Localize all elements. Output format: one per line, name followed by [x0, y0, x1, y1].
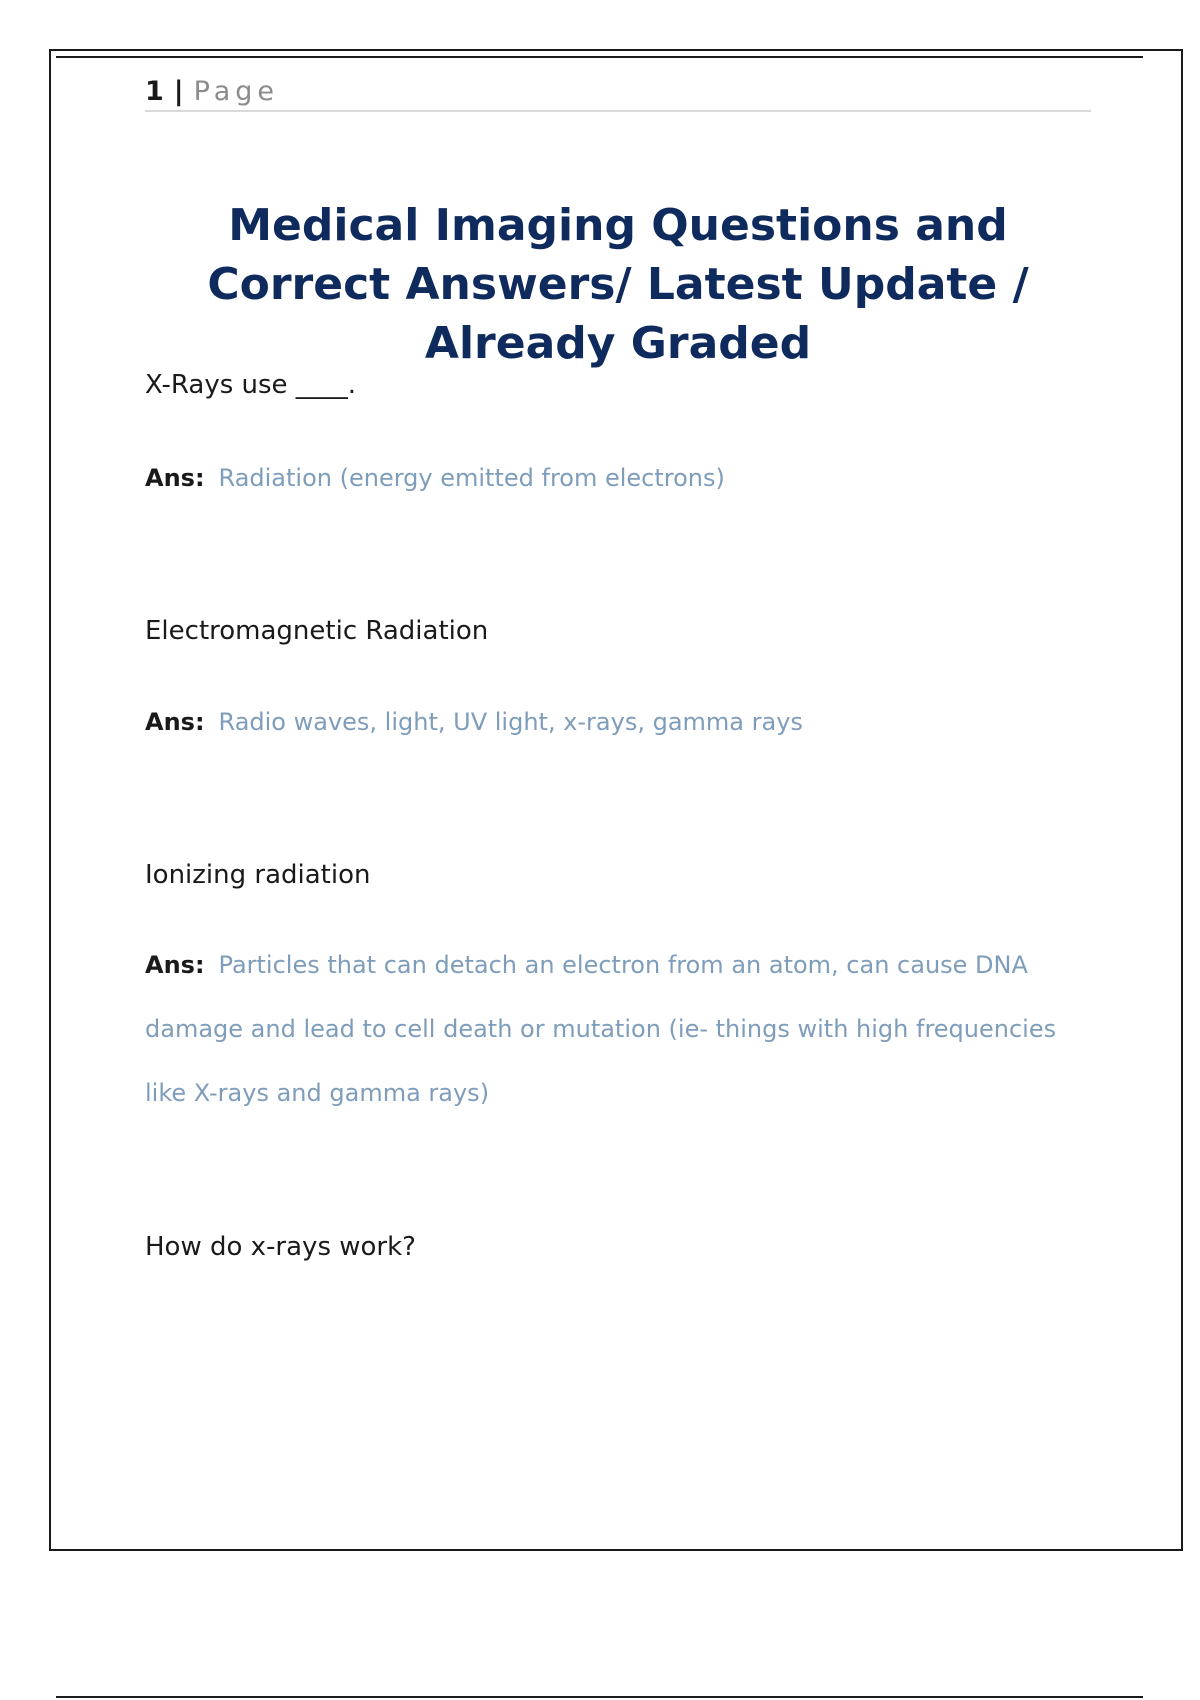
top-rule — [56, 56, 1143, 58]
answer-3-row — [145, 933, 1085, 1125]
question-1: X-Rays use ____. — [145, 370, 357, 400]
qa-item-2 — [145, 616, 1085, 646]
ans-label: Ans: — [145, 708, 205, 736]
question-3: Ionizing radiation — [145, 860, 371, 890]
qa-item-3 — [145, 860, 1085, 890]
ans-label: Ans: — [145, 464, 205, 492]
page-number: 1 — [145, 75, 164, 107]
qa-item-4 — [145, 1232, 1085, 1262]
answer-1-row — [145, 446, 1085, 510]
document-title: Medical Imaging Questions and Correct Answers/ Latest Update / Already Graded — [207, 200, 1029, 369]
page-separator: | — [173, 75, 184, 107]
answer-block-2 — [145, 690, 1085, 754]
answer-2: Radio waves, light, UV light, x-rays, gamma rays — [218, 708, 803, 736]
question-2: Electromagnetic Radiation — [145, 616, 489, 646]
answer-1: Radiation (energy emitted from electrons) — [218, 464, 725, 492]
answer-block-3 — [145, 933, 1085, 1125]
answer-3: Particles that can detach an electron from an atom, can cause DNA damage and lead to cell death or mutation (ie- things with high frequencies like X-rays and gamma rays) — [145, 951, 1057, 1107]
page-header — [145, 72, 1091, 112]
answer-block-1 — [145, 446, 1085, 510]
bottom-rule — [56, 1696, 1143, 1698]
ans-label: Ans: — [145, 951, 205, 979]
answer-2-row — [145, 690, 1085, 754]
page-label: Page — [193, 75, 280, 107]
qa-item-1 — [145, 370, 1085, 400]
question-4: How do x-rays work? — [145, 1232, 416, 1262]
